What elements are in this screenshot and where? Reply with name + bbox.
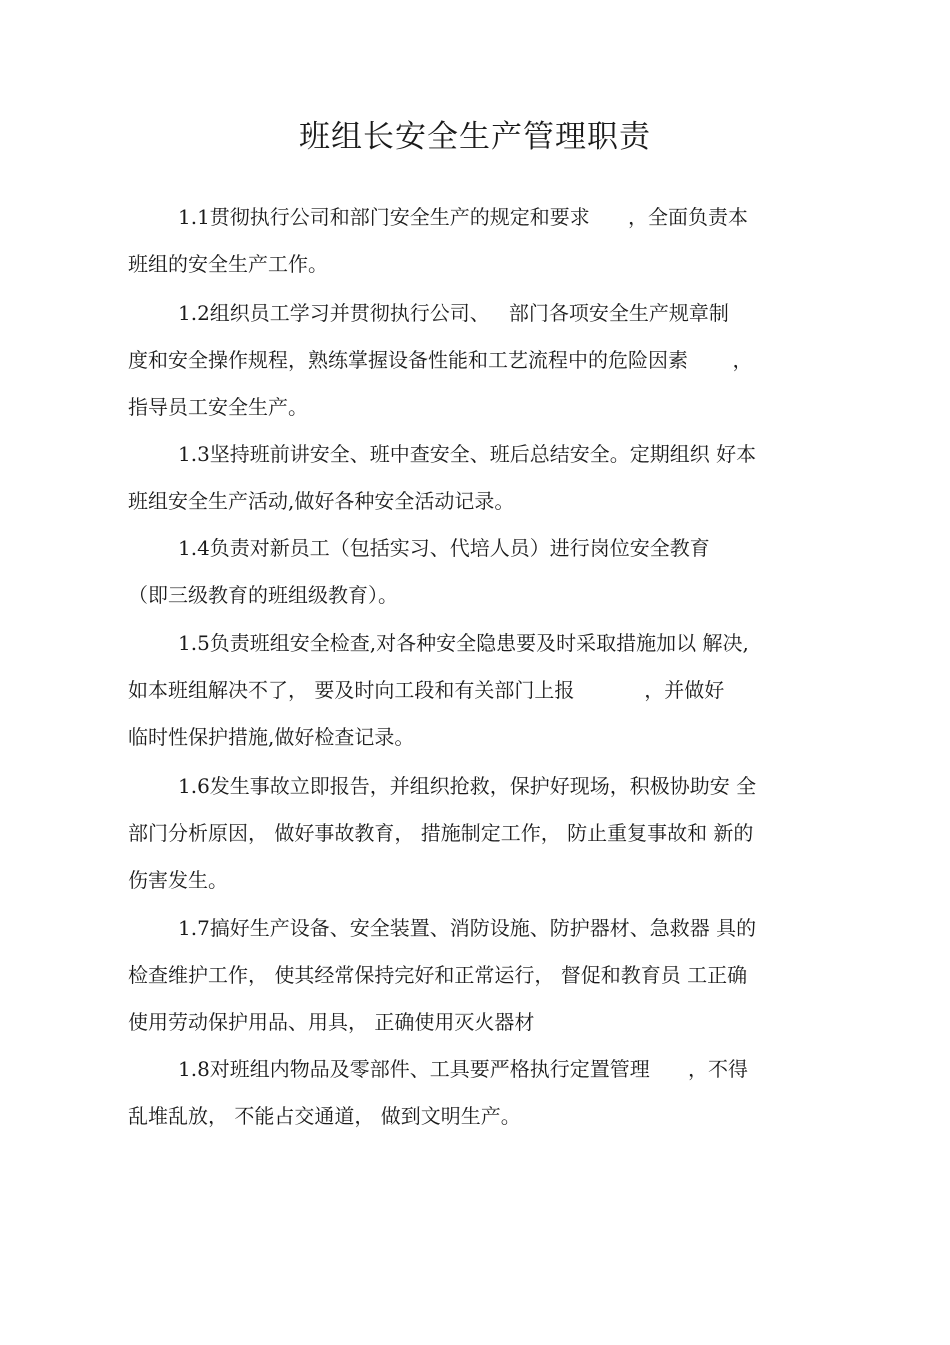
clause-line: 度和安全操作规程，熟练掌握设备性能和工艺流程中的危险因素 ， — [128, 348, 753, 372]
clause-1-2 — [128, 290, 814, 431]
clause-line: 1.5负责班组安全检查,对各种安全隐患要及时采取措施加以 解决, — [178, 631, 749, 655]
clause-line: 1.3坚持班前讲安全、班中查安全、班后总结安全。定期组织 好本 — [178, 442, 757, 466]
clause-1-8 — [128, 1046, 814, 1140]
clause-line: 1.2组织员工学习并贯彻执行公司、 部门各项安全生产规章制 — [178, 301, 729, 325]
clause-1-5 — [128, 620, 814, 761]
clause-line: 乱堆乱放， 不能占交通道， 做到文明生产。 — [128, 1104, 521, 1128]
clause-line: 1.7搞好生产设备、安全装置、消防设施、防护器材、急救器 具的 — [178, 916, 757, 940]
clause-1-1 — [128, 194, 814, 288]
clause-line: 如本班组解决不了， 要及时向工段和有关部门上报 ，并做好 — [128, 678, 725, 702]
clause-line: （即三级教育的班组级教育）。 — [128, 583, 398, 607]
clause-line: 1.8对班组内物品及零部件、工具要严格执行定置管理 ，不得 — [178, 1057, 748, 1081]
clause-1-7 — [128, 905, 814, 1046]
clause-line: 1.6发生事故立即报告，并组织抢救，保护好现场，积极协助安 全 — [178, 774, 757, 798]
clause-1-6 — [128, 763, 814, 904]
clause-line: 部门分析原因， 做好事故教育， 措施制定工作， 防止重复事故和 新的 — [128, 821, 754, 845]
clause-1-3 — [128, 431, 814, 525]
clause-line: 班组安全生产活动,做好各种安全活动记录。 — [128, 489, 515, 513]
clause-line: 指导员工安全生产。 — [128, 395, 308, 419]
clause-line: 使用劳动保护用品、用具， 正确使用灭火器材 — [128, 1010, 535, 1034]
clause-1-4 — [128, 525, 814, 619]
clause-line: 1.4负责对新员工（包括实习、代培人员）进行岗位安全教育 — [178, 536, 710, 560]
document-title: 班组长安全生产管理职责 — [299, 119, 651, 155]
clause-line: 1.1贯彻执行公司和部门安全生产的规定和要求 ，全面负责本 — [178, 205, 748, 229]
clause-line: 伤害发生。 — [128, 868, 228, 892]
clause-line: 班组的安全生产工作。 — [128, 252, 328, 276]
clause-line: 临时性保护措施,做好检查记录。 — [128, 725, 415, 749]
clause-line: 检查维护工作， 使其经常保持完好和正常运行， 督促和教育员 工正确 — [128, 963, 748, 987]
